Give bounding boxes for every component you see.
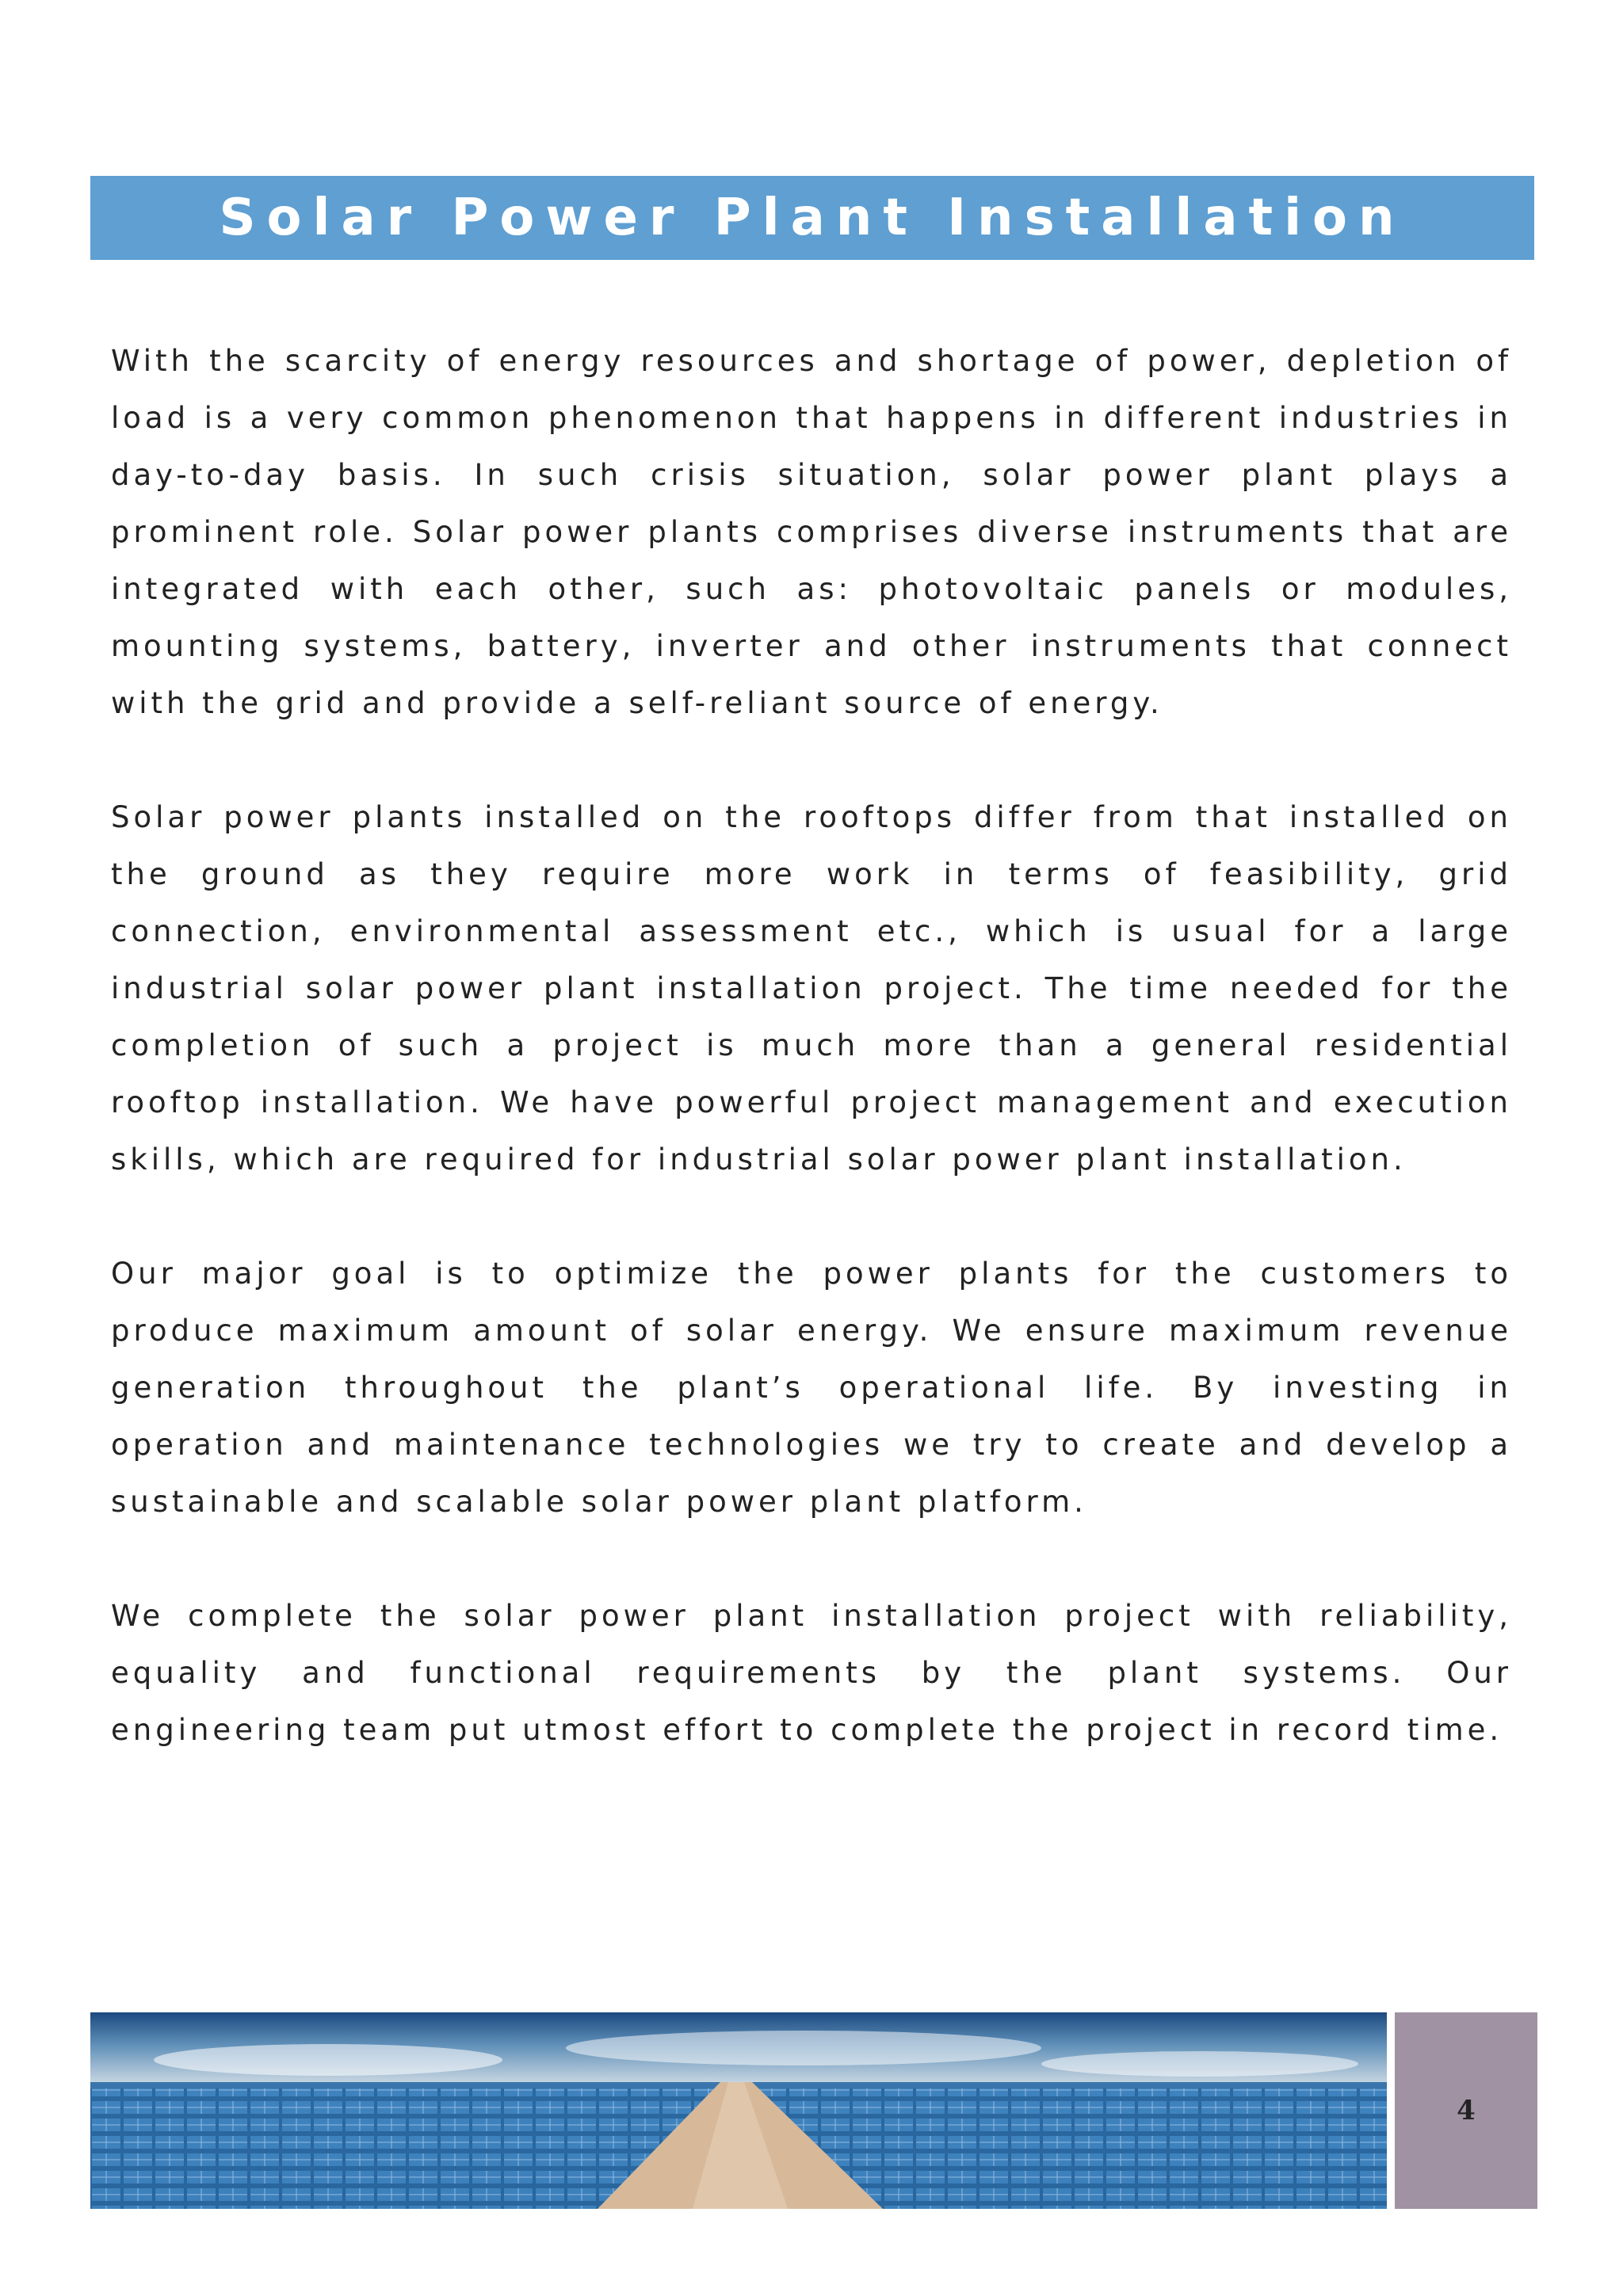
paragraph: Solar power plants installed on the rooftops differ from that installed on the ground as they require more work in terms of feasibility, grid connection, environmental assessment etc., which is usual for a large industrial solar power plant installation project. The time needed for the completion of such a project is much more than a general residential rooftop installation. We have powerful project management and execution skills, which are required for industrial solar power plant installation. <box>111 800 1512 1177</box>
paragraph: We complete the solar power plant installation project with reliability, equality and functional requirements by the plant systems. Our engineering team put utmost effort to complete the project in record time. <box>111 1599 1512 1747</box>
body-text <box>111 333 1512 1816</box>
paragraph: With the scarcity of energy resources and shortage of power, depletion of load is a very common phenomenon that happens in different industries in day-to-day basis. In such crisis situation, solar power plant plays a prominent role. Solar power plants comprises diverse instruments that are integrated with each other, such as: photovoltaic panels or modules, mounting systems, battery, inverter and other instruments that connect with the grid and provide a self-reliant source of energy. <box>111 344 1512 720</box>
page-number-box <box>1395 2012 1537 2209</box>
page-title: Solar Power Plant Installation <box>219 189 1406 247</box>
page-number: 4 <box>1457 2095 1476 2126</box>
solar-farm-illustration <box>90 2012 1387 2209</box>
title-banner <box>90 176 1534 260</box>
solar-farm-photo <box>90 2012 1387 2209</box>
paragraph: Our major goal is to optimize the power plants for the customers to produce maximum amount of solar energy. We ensure maximum revenue generation throughout the plant’s operational life. By investing in operation and maintenance technologies we try to create and develop a sustainable and scalable solar power plant platform. <box>111 1257 1512 1519</box>
